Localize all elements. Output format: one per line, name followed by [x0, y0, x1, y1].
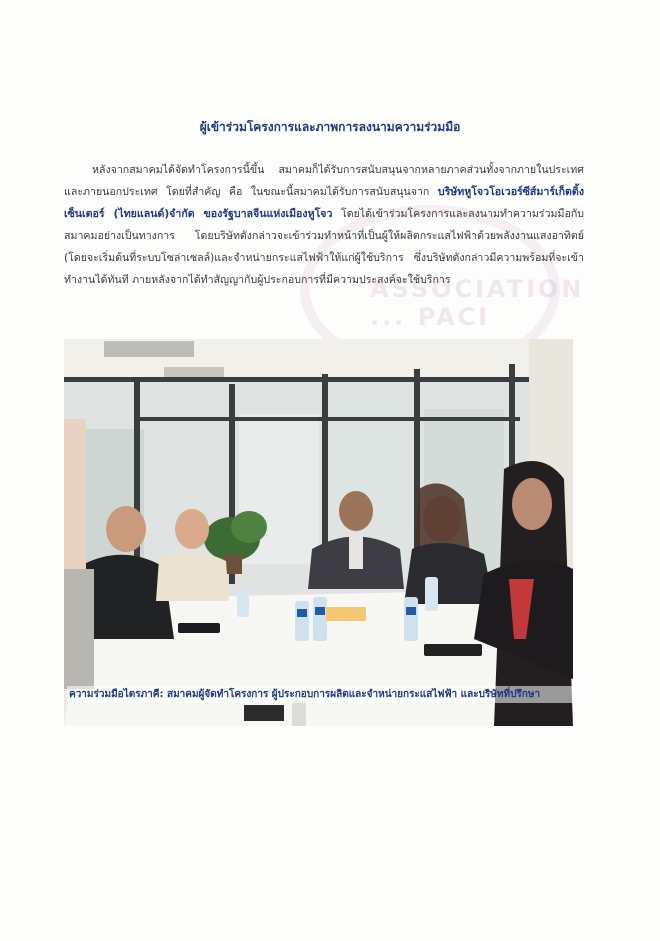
photo-caption: ความร่วมมือไตรภาคี: สมาคมผู้จัดทำโครงการ ผู้ประกอบการผลิตและจำหน่ายกระแสไฟฟ้า และบริษัทที่ปรึกษา	[67, 686, 581, 703]
company-name: บริษัทหูโจวโอเวอร์ซีส์มาร์เก็ตติ้งเซ็นเตอร์ (ไทยแลนด์)จำกัด ของรัฐบาลจีนแห่งเมืองหูโจว	[64, 186, 584, 220]
paragraph-text-part1: หลังจากสมาคมได้จัดทำโครงการนี้ขึ้น สมาคมก็ได้รับการสนับสนุนจากหลายภาคส่วนทั้งจากภายในประเทศและภายนอกประเทศ โดยที่สำคัญ คือ ในขณะนี้สมาคมได้รับการสนับสนุนจาก	[64, 164, 584, 198]
paragraph-text-part2: โดยได้เข้าร่วมโครงการและลงนามทำความร่วมมือกับสมาคมอย่างเป็นทางการ โดยบริษัทดังกล่าวจะเข้าร่วมทำหน้าที่เป็นผู้ให้ผลิตกระแสไฟฟ้าด้วยพลังงานแสงอาทิตย์ (โดยจะเริ่มต้นที่ระบบโซล่าเซลล์)และจำหน่ายกระแสไฟฟ้าให้แก่ผู้ใช้บริการ ซึ่งบริษัทดังกล่าวมีความพร้อมที่จะเข้าทำงานได้ทันที ภายหลังจากได้ทำสัญญากับผู้ประกอบการที่มีความประสงค์จะใช้บริการ	[64, 208, 584, 286]
section-heading: ผู้เข้าร่วมโครงการและภาพการลงนามความร่วมมือ	[199, 120, 461, 134]
body-paragraph	[64, 159, 584, 291]
meeting-photo	[64, 339, 573, 726]
watermark-text: ASSOCIATION ... PACI	[370, 275, 585, 331]
